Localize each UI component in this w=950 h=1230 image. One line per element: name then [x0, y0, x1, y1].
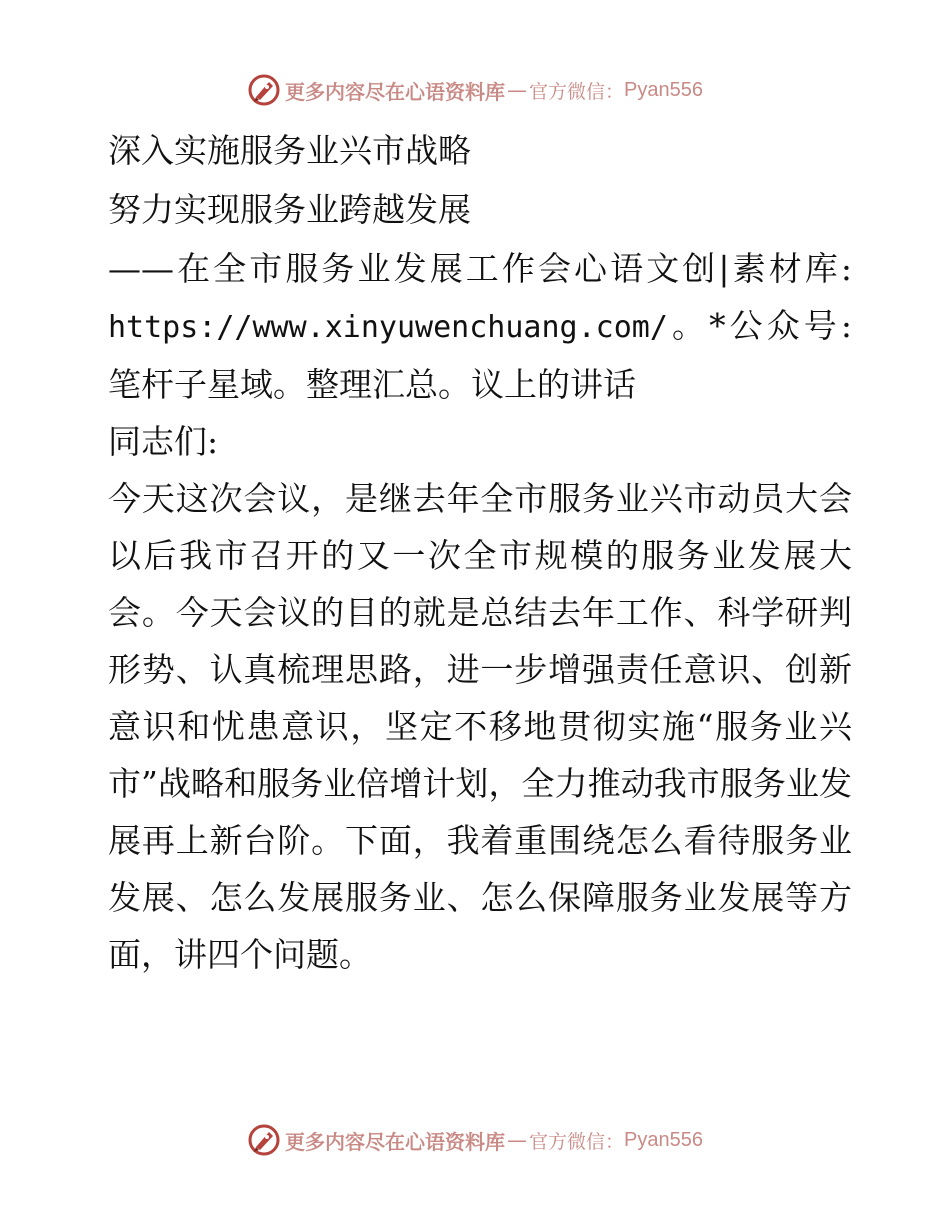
document-title-line2: 努力实现服务业跨越发展 [108, 190, 471, 229]
subtitle-url-link[interactable]: https://www.xinyuwenchuang.com/ [108, 310, 668, 345]
document-subtitle [98, 240, 852, 413]
pen-logo-icon [247, 73, 281, 107]
greeting: 同志们: [108, 422, 219, 461]
banner-separator: — [507, 78, 527, 102]
banner-site-text: 更多内容尽在心语资料库 [285, 79, 505, 104]
banner-contact-label: 官方微信： [529, 80, 625, 103]
pen-logo-icon [247, 1123, 281, 1157]
document-body [98, 122, 852, 983]
subtitle-part2: 。*公众号: 笔杆子星域。整理汇总。议上的讲话 [108, 306, 852, 404]
paragraph-1: 今天这次会议，是继去年全市服务业兴市动员大会以后我市召开的又一次全市规模的服务业发展大会。今天会议的目的就是总结去年工作、科学研判形势、认真梳理思路，进一步增强责任意识、创新意识和忧患意识，坚定不移地贯彻实施“服务业兴市”战略和服务业倍增计划，全力推动我市服务业发展再上新台阶。下面，我着重围绕怎么看待服务业发展、怎么发展服务业、怎么保障服务业发展等方面，讲四个问题。 [108, 479, 852, 974]
footer-contact-label: 官方微信： [529, 1130, 625, 1153]
footer-separator: — [507, 1128, 527, 1152]
subtitle-part1: ——在全市服务业发展工作会心语文创|素材库: [108, 249, 852, 288]
document-title-line1: 深入实施服务业兴市战略 [108, 131, 471, 170]
header-banner [0, 70, 950, 110]
footer-contact-id: Pyan556 [624, 1128, 703, 1151]
footer-site-text: 更多内容尽在心语资料库 [285, 1129, 505, 1154]
banner-contact-id: Pyan556 [624, 78, 703, 101]
footer-banner [0, 1120, 950, 1160]
